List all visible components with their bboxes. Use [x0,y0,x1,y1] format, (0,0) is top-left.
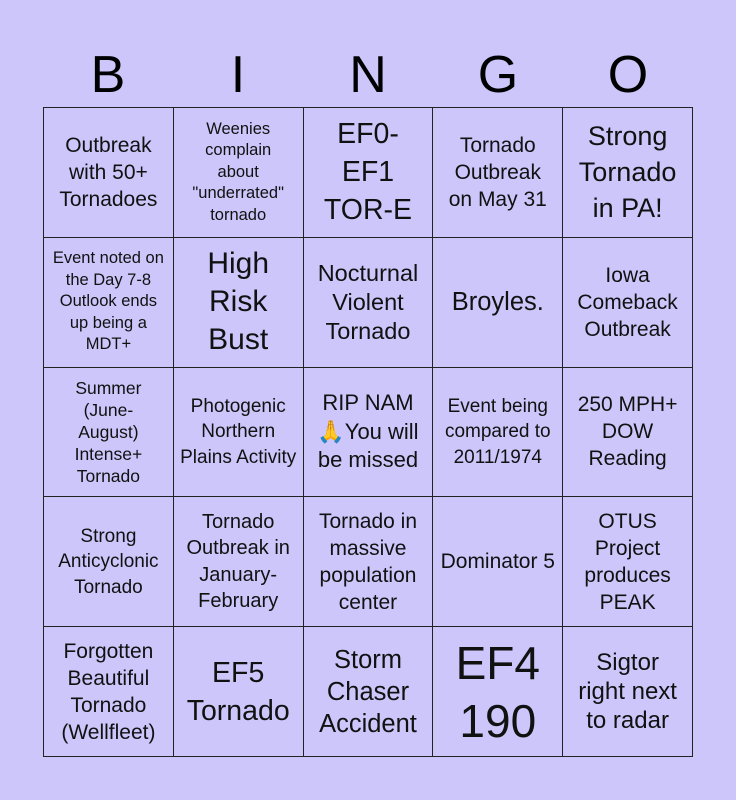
bingo-cell-r5c2[interactable] [174,627,304,757]
cell-text: EF4 190 [455,636,540,747]
bingo-cell-r2c5[interactable] [563,238,693,368]
bingo-cell-r3c3[interactable] [304,368,434,498]
cell-text: Tornado Outbreak on May 31 [448,133,547,211]
bingo-cell-r1c4[interactable] [433,108,563,238]
bingo-cell-r1c5[interactable] [563,108,693,238]
cell-text: Photogenic Northern Plains Activity [180,395,297,468]
cell-text: Summer (June-August) Intense+ Tornado [74,377,143,486]
bingo-board [43,107,693,757]
cell-text: Sigtor right next to radar [578,649,677,735]
bingo-cell-r4c5[interactable] [563,497,693,627]
bingo-cell-r4c2[interactable] [174,497,304,627]
bingo-cell-r5c4[interactable] [433,627,563,757]
header-letter-b: B [90,46,126,104]
cell-text: Tornado Outbreak in January-February [186,510,290,613]
cell-text: Nocturnal Violent Tornado [317,259,419,344]
header-letter-o: O [607,46,649,104]
cell-text: Dominator 5 [440,550,555,574]
header-letter-n: N [349,46,387,104]
bingo-cell-r1c3[interactable] [304,108,434,238]
cell-text: Event noted on the Day 7-8 Outlook ends up being a MDT+ [52,249,164,354]
bingo-cell-r4c3[interactable] [304,497,434,627]
bingo-cell-r5c1[interactable] [44,627,174,757]
header-letter-g: G [477,46,519,104]
bingo-cell-r2c2[interactable] [174,238,304,368]
cell-text: Tornado in massive population center [318,509,418,614]
bingo-cell-r1c2[interactable] [174,108,304,238]
cell-text: Event being compared to 2011/1974 [444,395,551,468]
bingo-cell-r3c2[interactable] [174,368,304,498]
cell-text: 250 MPH+ DOW Reading [577,393,678,471]
bingo-cell-r3c4[interactable] [433,368,563,498]
bingo-cell-r5c3[interactable] [304,627,434,757]
cell-text: Weenies complain about "underrated" tornado [192,119,284,224]
cell-text: High Risk Bust [207,247,270,357]
cell-text: Broyles. [451,288,544,317]
bingo-cell-r2c4[interactable] [433,238,563,368]
cell-text: Outbreak with 50+ Tornadoes [59,133,158,211]
bingo-cell-r5c5[interactable] [563,627,693,757]
cell-text: Storm Chaser Accident [319,645,417,738]
cell-text: Forgotten Beautiful Tornado (Wellfleet) [61,639,156,744]
bingo-cell-r4c4[interactable] [433,497,563,627]
cell-text: Iowa Comeback Outbreak [577,263,678,341]
cell-text: OTUS Project produces PEAK [584,509,671,614]
bingo-cell-r2c1[interactable] [44,238,174,368]
header-letter-i: I [230,46,246,104]
bingo-header [43,44,693,106]
bingo-cell-r2c3[interactable] [304,238,434,368]
cell-text: Strong Tornado in PA! [578,121,677,224]
bingo-cell-r4c1[interactable] [44,497,174,627]
cell-text: Strong Anticyclonic Tornado [58,525,159,598]
cell-text: RIP NAM 🙏You will be missed [317,390,419,473]
cell-text: EF0-EF1 TOR-E [323,118,413,227]
bingo-cell-r3c5[interactable] [563,368,693,498]
cell-text: EF5 Tornado [186,656,290,727]
bingo-cell-r3c1[interactable] [44,368,174,498]
bingo-cell-r1c1[interactable] [44,108,174,238]
